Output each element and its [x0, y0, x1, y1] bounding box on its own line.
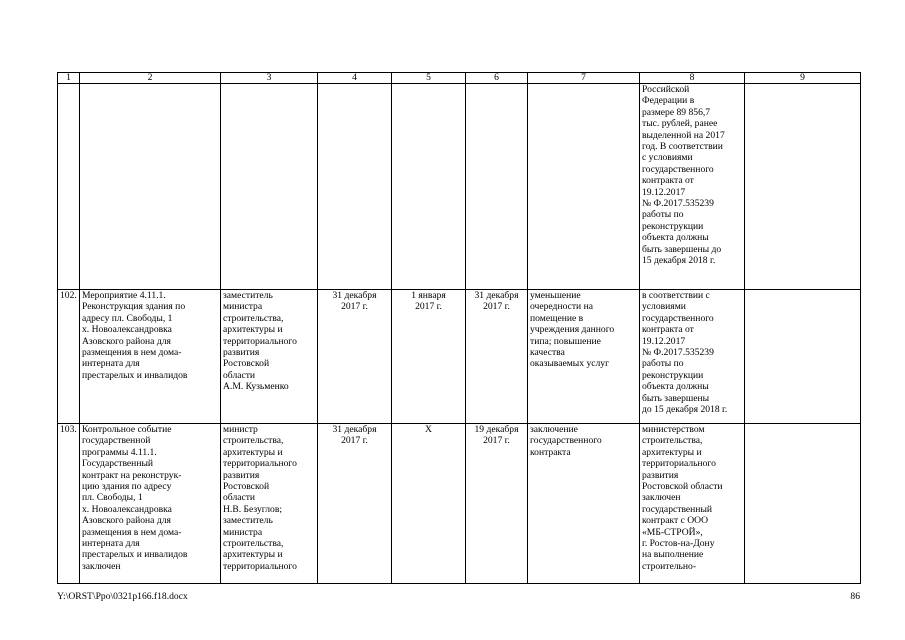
result-cell: [528, 84, 640, 290]
col-header: 9: [745, 73, 861, 84]
table-row: [58, 290, 861, 424]
header-row: [58, 73, 861, 84]
date-fact-cell: 19 декабря 2017 г.: [466, 424, 528, 584]
col-header: 3: [221, 73, 318, 84]
table-row: [58, 424, 861, 584]
col-header: 1: [58, 73, 80, 84]
date-start-cell: 1 января 2017 г.: [392, 290, 466, 424]
col-header: 5: [392, 73, 466, 84]
measures-table: [57, 72, 861, 584]
date-plan-cell: [318, 84, 392, 290]
date-start-cell: [392, 84, 466, 290]
event-cell: Контрольное событие государственной программы 4.11.1. Государственный контракт на реконструк- цию здания по адресу пл. Свободы, 1 х. Новоалександровка Азовского района для размещения в нем дома- интерната для престарелых и инвалидов заключен: [80, 424, 221, 584]
date-plan-cell: 31 декабря 2017 г.: [318, 424, 392, 584]
note-cell: министерством строительства, архитектуры и территориального развития Ростовской области заключен государственный контракт с ООО «МБ-СТРОЙ», г. Ростов-на-Дону на выполнение строительно-: [640, 424, 745, 584]
responsible-cell: [221, 84, 318, 290]
file-path: Y:\ORST\Ppo\0321p166.f18.docx: [57, 591, 188, 602]
col-header: 4: [318, 73, 392, 84]
col-header: 7: [528, 73, 640, 84]
event-cell: [80, 84, 221, 290]
responsible-cell: заместитель министра строительства, архитектуры и территориального развития Ростовской области А.М. Кузьменко: [221, 290, 318, 424]
responsible-cell: министр строительства, архитектуры и территориального развития Ростовской области Н.В. Безуглов; заместитель министра строительства, архитектуры и территориального: [221, 424, 318, 584]
col-header: 8: [640, 73, 745, 84]
col-header: 2: [80, 73, 221, 84]
event-cell: Мероприятие 4.11.1. Реконструкция здания по адресу пл. Свободы, 1 х. Новоалександровка Азовского района для размещения в нем дома- интерната для престарелых и инвалидов: [80, 290, 221, 424]
date-fact-cell: [466, 84, 528, 290]
date-start-cell: Х: [392, 424, 466, 584]
note-cell: Российской Федерации в размере 89 856,7 тыс. рублей, ранее выделенной на 2017 год. В соответствии с условиями государственного контракта от 19.12.2017 № Ф.2017.535239 работы по реконструкции объекта должны быть завершены до 15 декабря 2018 г.: [640, 84, 745, 290]
date-plan-cell: 31 декабря 2017 г.: [318, 290, 392, 424]
row-number: 102.: [58, 290, 80, 424]
page-number: 86: [850, 591, 860, 602]
result-cell: уменьшение очередности на помещение в учреждения данного типа; повышение качества оказываемых услуг: [528, 290, 640, 424]
date-fact-cell: 31 декабря 2017 г.: [466, 290, 528, 424]
extra-cell: [745, 84, 861, 290]
row-number: 103.: [58, 424, 80, 584]
table-row: [58, 84, 861, 290]
row-number: [58, 84, 80, 290]
extra-cell: [745, 290, 861, 424]
col-header: 6: [466, 73, 528, 84]
result-cell: заключение государственного контракта: [528, 424, 640, 584]
extra-cell: [745, 424, 861, 584]
note-cell: в соответствии с условиями государственного контракта от 19.12.2017 № Ф.2017.535239 работы по реконструкции объекта должны быть завершены до 15 декабря 2018 г.: [640, 290, 745, 424]
